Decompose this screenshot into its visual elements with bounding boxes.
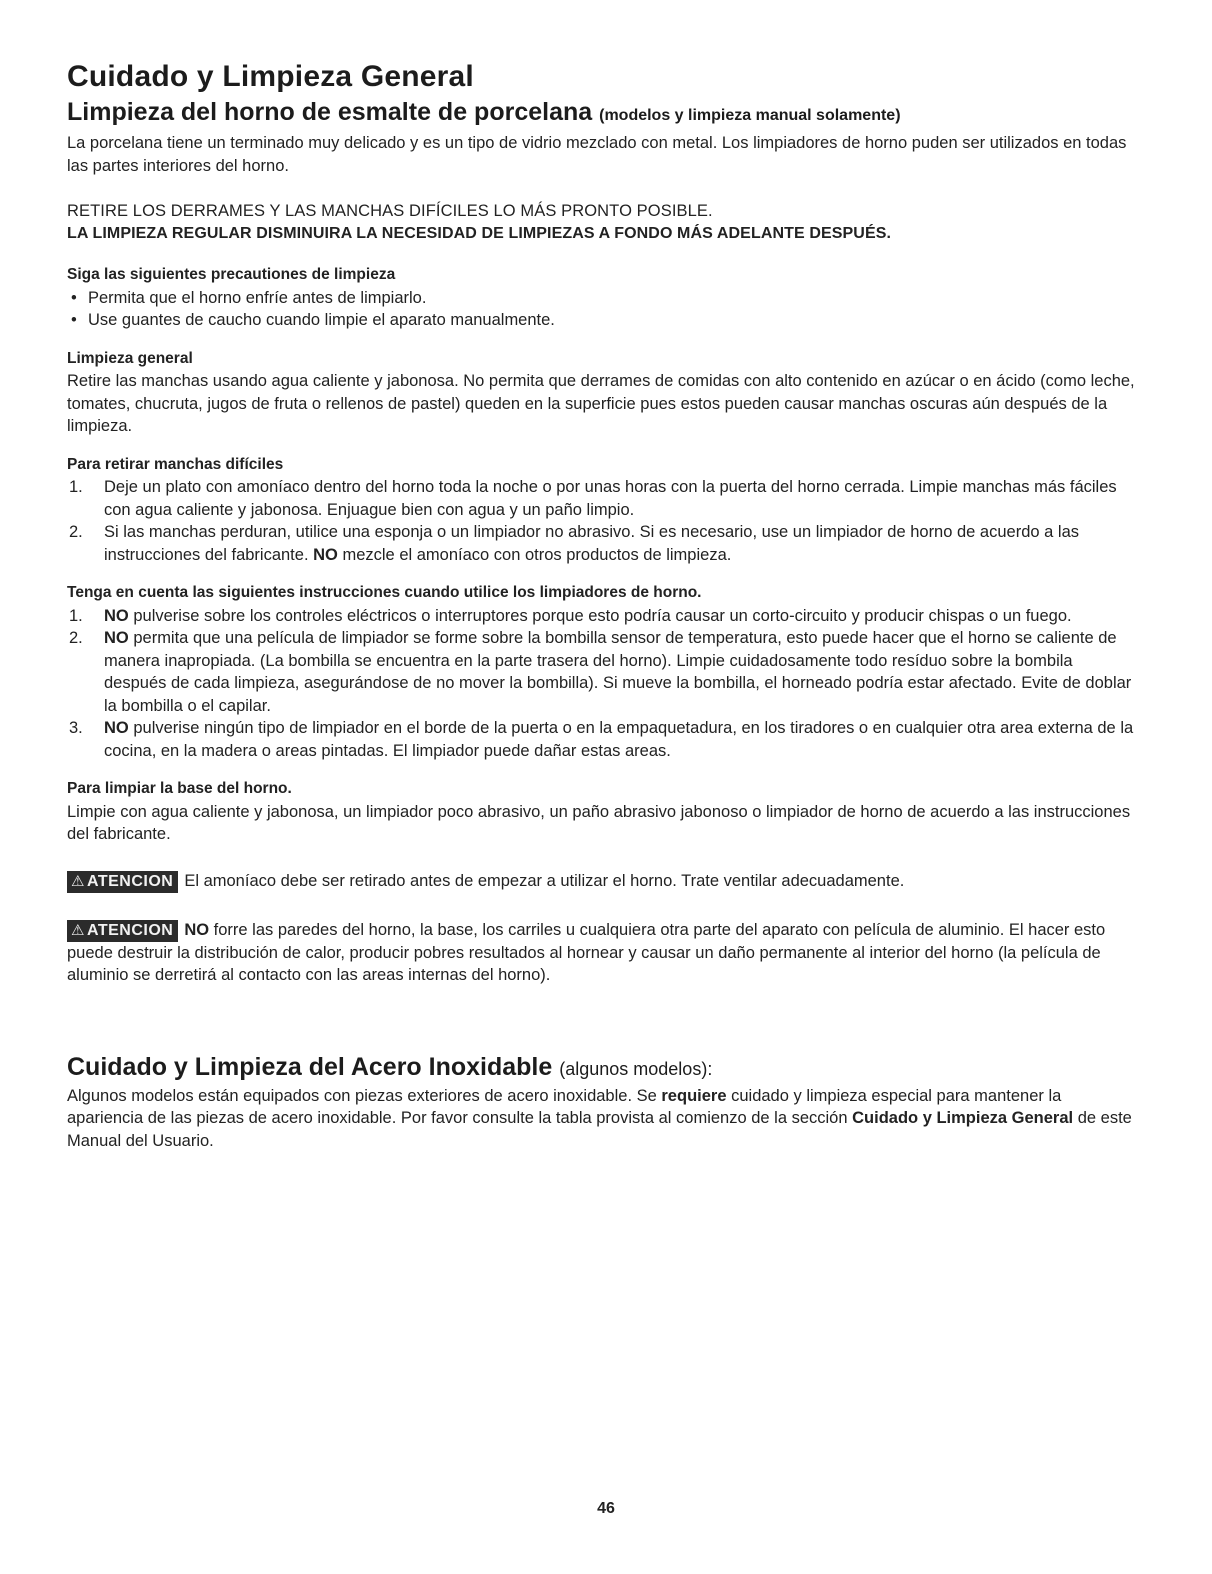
bullet-icon: • (71, 311, 77, 329)
bullet-icon: • (71, 288, 77, 307)
emphasis-no: NO (184, 920, 210, 939)
list-item-text: permita que una película de limpiador se forme sobre la bombilla sensor de temperatura, esto puede hacer que el horno se caliente de manera inapropiada. (La bombilla se encuentra en la parte trasera del horno). Limpie cuidadosamente todo resíduo sobre la bombila después de cada limpieza, asegurándose de no mover la bombilla). Si mueve la bombilla, el horneado podría estar afectado. Evite de doblar la bombilla o el capilar. (104, 629, 1132, 715)
section-heading-text: Cuidado y Limpieza del Acero Inoxidable (67, 1052, 553, 1081)
section-heading-note: (algunos modelos): (559, 1058, 713, 1079)
list-number: 1. (69, 606, 83, 625)
list-item (67, 627, 1137, 717)
oven-base-text: Limpie con agua caliente y jabonosa, un limpiador poco abrasivo, un paño abrasivo jabonoso o limpiador de horno de acuerdo a las instrucciones del fabricante. (67, 802, 1131, 843)
paragraph-text: de este Manual del Usuario. (67, 1109, 1132, 1150)
section-heading-note: (modelos y limpieza manual solamente) (599, 107, 901, 124)
list-item (67, 309, 1137, 332)
attention-badge (67, 871, 178, 893)
attention-badge-label: ATENCION (86, 872, 174, 890)
emphasis-no: NO (104, 719, 129, 737)
list-item (67, 476, 1137, 521)
section-heading-stainless (67, 1051, 1137, 1085)
warning-triangle-icon: ⚠ (71, 872, 85, 890)
page-title: Cuidado y Limpieza General (67, 60, 474, 93)
attention-badge (67, 920, 178, 942)
warning-aluminum (67, 919, 1137, 987)
section-heading-porcelain (67, 96, 1137, 132)
list-item-text: pulverise ningún tipo de limpiador en el borde de la puerta o en la empaquetadura, en los tiradores o en cualquier otra area externa de la cocina, en la madera o areas pintadas. El limpiador puede dañar estas areas. (104, 719, 1134, 760)
list-number: 3. (69, 719, 83, 737)
page-number: 46 (597, 1500, 615, 1517)
emphasis-requiere: requiere (661, 1086, 727, 1105)
difficult-stains-list (67, 476, 1137, 566)
emphasis-no: NO (104, 629, 129, 647)
list-item-text: Permita que el horno enfríe antes de limpiarlo. (88, 288, 427, 307)
attention-badge-label: ATENCION (86, 921, 174, 939)
list-number: 2. (69, 629, 83, 647)
list-number: 1. (69, 478, 83, 496)
list-item (67, 605, 1137, 628)
list-item-text: pulverise sobre los controles eléctricos o interruptores porque esto podría causar un corto-circuito y producir chispas o un fuego. (133, 606, 1072, 625)
intro-paragraph: La porcelana tiene un terminado muy delicado y es un tipo de vidrio mezclado con metal. Los limpiadores de horno puden ser utilizados en todas las partes interiores del horno. (67, 134, 1127, 175)
list-item-text: Deje un plato con amoníaco dentro del horno toda la noche o por unas horas con la puerta del horno cerrada. Limpie manchas más fáciles con agua caliente y jabonosa. Enjuague bien con agua y un paño limpio. (104, 478, 1117, 519)
emphasis-section-ref: Cuidado y Limpieza General (852, 1109, 1074, 1127)
caps-bold-notice: LA LIMPIEZA REGULAR DISMINUIRA LA NECESIDAD DE LIMPIEZAS A FONDO MÁS ADELANTE DESPUÉS. (67, 224, 892, 242)
list-number: 2. (69, 523, 83, 541)
caps-notice: RETIRE LOS DERRAMES Y LAS MANCHAS DIFÍCILES LO MÁS PRONTO POSIBLE. (67, 202, 713, 220)
emphasis-no: NO (313, 545, 338, 564)
oven-cleaners-title: Tenga en cuenta las siguientes instrucciones cuando utilice los limpiadores de horno. (67, 584, 702, 601)
list-item (67, 521, 1137, 566)
warning-triangle-icon: ⚠ (71, 921, 85, 939)
warning-ammonia (67, 870, 1137, 893)
oven-base-title: Para limpiar la base del horno. (67, 780, 292, 797)
emphasis-no: NO (104, 606, 129, 625)
page-content (67, 58, 1137, 1152)
warning-text: El amoníaco debe ser retirado antes de empezar a utilizar el horno. Trate ventilar adecuadamente. (184, 871, 905, 890)
section-heading-text: Limpieza del horno de esmalte de porcelana (67, 98, 593, 126)
paragraph-text: cuidado y limpieza especial para mantener la apariencia de las piezas de acero inoxidable. Por favor consulte la tabla provista al comienzo de la sección (67, 1086, 1062, 1127)
list-item-text: Si las manchas perduran, utilice una esponja o un limpiador no abrasivo. Si es necesario, use un limpiador de horno de acuerdo a las instrucciones del fabricante. (104, 523, 1079, 564)
paragraph-text: Algunos modelos están equipados con piezas exteriores de acero inoxidable. Se (67, 1086, 657, 1105)
general-cleaning-text: Retire las manchas usando agua caliente y jabonosa. No permita que derrames de comidas con alto contenido en azúcar o en ácido (como leche, tomates, chucruta, jugos de fruta o rellenos de pastel) queden en la superficie pues estos pueden causar manchas oscuras aún después de la limpieza. (67, 372, 1135, 435)
list-item (67, 287, 1137, 310)
precautions-title: Siga las siguientes precautiones de limpieza (67, 266, 396, 283)
oven-cleaners-list (67, 605, 1137, 763)
list-item-text: mezcle el amoníaco con otros productos de limpieza. (342, 545, 732, 564)
difficult-stains-title: Para retirar manchas difíciles (67, 455, 284, 473)
general-cleaning-title: Limpieza general (67, 349, 193, 367)
list-item-text: Use guantes de caucho cuando limpie el aparato manualmente. (88, 311, 555, 329)
list-item (67, 717, 1137, 762)
warning-text: forre las paredes del horno, la base, los carriles u cualquiera otra parte del aparato con película de aluminio. El hacer esto puede destruir la distribución de calor, producir pobres resultados al hornear y causar un daño permanente al interior del horno (la película de aluminio se derretirá al contacto con las areas internas del horno). (67, 920, 1106, 984)
stainless-paragraph (67, 1085, 1137, 1153)
precautions-list (67, 287, 1137, 332)
